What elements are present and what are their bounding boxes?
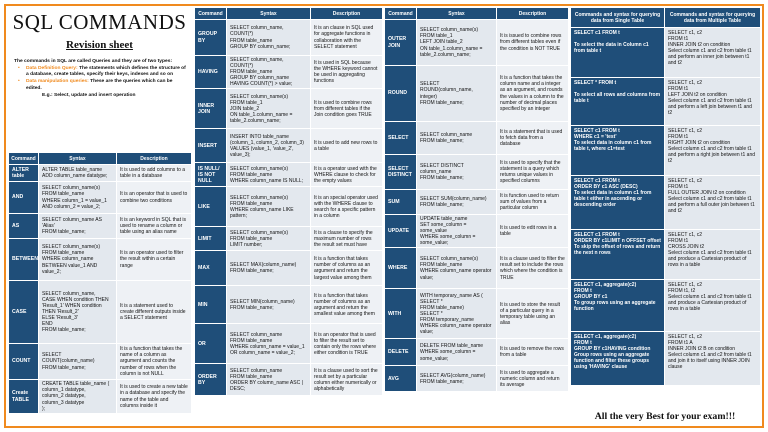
header-description: Description xyxy=(311,8,383,20)
table-row xyxy=(195,324,383,364)
header-command: Command xyxy=(195,8,227,20)
table-row xyxy=(571,332,761,386)
table-row xyxy=(9,165,192,182)
intro-term: Data manipulation queries: xyxy=(26,79,89,85)
table-row xyxy=(195,286,383,324)
description-cell: It is a statement that is used to fetch data from a database xyxy=(497,122,569,155)
command-cell: LIKE xyxy=(195,187,227,227)
table-row xyxy=(571,230,761,280)
description-cell: It is an operator that is used to filter the result set to contain only the rows where either condition is TRUE xyxy=(311,324,383,364)
single-table-query: SELECT * FROM t To select all rows and columns from table t xyxy=(571,78,665,126)
multiple-table-query: SELECT c1, c2 FROM t1 A INNER JOIN t2 B on condition Select column c1 and c2 from table t1 and join it to itself using INNER JOIN clause xyxy=(665,332,761,386)
description-cell: It is used to edit rows in a table xyxy=(497,215,569,248)
description-cell: It is used to add new rows to a table xyxy=(311,129,383,163)
description-cell: It is used to add columns to a table in a database xyxy=(117,165,192,182)
table-row xyxy=(385,190,569,215)
single-table-query: SELECT c1, aggregate(c2) FROM t GROUP BY c1HAVING condition Group rows using an aggregate function and filter these groups using 'HAVING' clause xyxy=(571,332,665,386)
description-cell: It is an operator that is used to combine two conditions xyxy=(117,182,192,214)
command-cell: BETWEEN xyxy=(9,239,39,281)
table-row xyxy=(571,176,761,230)
syntax-cell: SELECT MIN(column_name) FROM table_name; xyxy=(227,286,311,324)
description-cell: It is issued to combine rows from different tables even if the condition is NOT TRUE xyxy=(497,20,569,66)
syntax-cell: SELECT column_name(s) FROM table_name LIMIT number; xyxy=(227,227,311,251)
syntax-cell: SELECT column_name(s) FROM table_name WHERE column_name operator value; xyxy=(417,248,497,289)
table-header-row xyxy=(571,8,761,28)
intro-lead: The commands in SQL are called Queries and they are of two types: xyxy=(14,59,173,64)
query-reference-table xyxy=(570,7,760,386)
command-cell: ROUND xyxy=(385,66,417,122)
intro-term: Data Definition Query: xyxy=(26,65,78,71)
table-row xyxy=(195,129,383,163)
table-row xyxy=(571,126,761,176)
column-1 xyxy=(8,7,191,425)
command-cell: GROUP BY xyxy=(195,20,227,56)
command-cell: AND xyxy=(9,182,39,214)
syntax-cell: SELECT AVG(column_name) FROM table_name; xyxy=(417,366,497,392)
command-cell: Create TABLE xyxy=(9,380,39,414)
description-cell: It is used to create a new table in a database and specify the name of the table and columns inside it xyxy=(117,380,192,414)
command-cell: COUNT xyxy=(9,344,39,380)
description-cell: It is used to remove the rows from a table xyxy=(497,339,569,366)
command-cell: AS xyxy=(9,214,39,239)
description-cell: It is an operator used to filter the result within a certain range xyxy=(117,239,192,281)
table-row xyxy=(9,380,192,414)
table-row xyxy=(385,366,569,392)
command-cell: AVG xyxy=(385,366,417,392)
syntax-cell: SELECT column_name AS 'Alias' FROM table_name; xyxy=(39,214,117,239)
column-3 xyxy=(384,7,568,425)
table-row xyxy=(385,20,569,66)
table-row xyxy=(385,215,569,248)
syntax-cell: SELECT column_name(s) FROM table_name WHERE column_name BETWEEN value_1 AND value_2; xyxy=(39,239,117,281)
table-header-row xyxy=(385,8,569,20)
description-cell: It is a function that takes the column name and a integer as an argument, and rounds the values in a column to the number of decimal places specified by an integer xyxy=(497,66,569,122)
syntax-cell: SELECT column_name(s) FROM table_name WHERE column_name LIKE pattern; xyxy=(227,187,311,227)
syntax-cell: SELECT column_name, COUNT(*) FROM table_name GROUP BY column_name HAVING COUNT(*) > value; xyxy=(227,56,311,89)
table-row xyxy=(195,187,383,227)
table-row xyxy=(9,239,192,281)
command-cell: OUTER JOIN xyxy=(385,20,417,66)
command-cell: IS NULL/ IS NOT NULL xyxy=(195,163,227,187)
command-cell: SELECT xyxy=(385,122,417,155)
table-row xyxy=(195,227,383,251)
table-row xyxy=(195,364,383,396)
command-cell: SELECT DISTINCT xyxy=(385,155,417,190)
header-command: Command xyxy=(9,153,39,165)
syntax-cell: SELECT ROUND(column_name, integer) FROM table_name; xyxy=(417,66,497,122)
description-cell: It is a clause used to filter the result set to include the rows which where the condition is TRUE xyxy=(497,248,569,289)
description-cell: It is used to specify that the statement is a query which returns unique values in specified columns xyxy=(497,155,569,190)
table-row xyxy=(9,214,192,239)
command-cell: CASE xyxy=(9,281,39,344)
table-header-row xyxy=(9,153,192,165)
syntax-cell: INSERT INTO table_name (column_1, column_2, column_3) VALUES (value_1, 'value_2', value_3); xyxy=(227,129,311,163)
header-single-table: Commands and syntax for querying data from Single Table xyxy=(571,8,665,28)
header-command: Command xyxy=(385,8,417,20)
table-row xyxy=(385,66,569,122)
commands-table-2 xyxy=(194,7,382,396)
intro-text xyxy=(8,55,191,152)
table-row xyxy=(385,248,569,289)
syntax-cell: SELECT MAX(column_name) FROM table_name; xyxy=(227,251,311,286)
table-row xyxy=(9,182,192,214)
header-description: Description xyxy=(497,8,569,20)
table-row xyxy=(571,280,761,332)
description-cell: It is a function that takes number of columns as an argument and return the smallest value among them xyxy=(311,286,383,324)
header-syntax: Syntax xyxy=(417,8,497,20)
intro-item-dml xyxy=(16,79,189,92)
description-cell: It is a clause used to sort the result set by a particular column either numerically or alphabetically xyxy=(311,364,383,396)
command-cell: LIMIT xyxy=(195,227,227,251)
multiple-table-query: SELECT c1, c2 FROM t1 RIGHT JOIN t2 on condition Select column c1 and c2 from table t1 and perform a right join between t1 and t2 xyxy=(665,126,761,176)
table-row xyxy=(571,78,761,126)
command-cell: INSERT xyxy=(195,129,227,163)
syntax-cell: SELECT column_name FROM table_name ORDER BY column_name ASC | DESC; xyxy=(227,364,311,396)
table-row xyxy=(385,289,569,339)
column-2 xyxy=(194,7,382,425)
command-cell: SUM xyxy=(385,190,417,215)
command-cell: WHERE xyxy=(385,248,417,289)
multiple-table-query: SELECT c1, c2 FROM t1 CROSS JOIN t2 Select column c1 and c2 from table t1 and produce a Cartesian product of rows in a table xyxy=(665,230,761,280)
description-cell: It is a clause to specify the maximum number of rows the result set must have xyxy=(311,227,383,251)
header-syntax: Syntax xyxy=(39,153,117,165)
table-row xyxy=(385,122,569,155)
table-row xyxy=(195,20,383,56)
description-cell: It is used to store the result of a particular query in a temporary table using an alias xyxy=(497,289,569,339)
command-cell: UPDATE xyxy=(385,215,417,248)
command-cell: WITH xyxy=(385,289,417,339)
syntax-cell: SELECT column_name(s) FROM table_name WHERE column_1 = value_1 AND column_2 = value_2; xyxy=(39,182,117,214)
commands-table-3 xyxy=(384,7,568,392)
header-multiple-table: Commands and syntax for querying data from Multiple Table xyxy=(665,8,761,28)
commands-table-1 xyxy=(8,152,191,414)
description-cell: It is an special operator used with the WHERE clause to search for a specific pattern in a column xyxy=(311,187,383,227)
intro-item-text: The statements which defines the structure of a database, create tables, specify their keys, indexes and so on xyxy=(26,65,186,78)
intro-item-ddl xyxy=(16,66,189,79)
syntax-cell: SELECT column_name, CASE WHEN condition THEN 'Result_1' WHEN condition THEN 'Result_2' ELSE 'Result_3' END FROM table_name; xyxy=(39,281,117,344)
syntax-cell: SELECT column_name, COUNT(*) FROM table_name GROUP BY column_name; xyxy=(227,20,311,56)
syntax-cell: SELECT column_name(s) FROM table_1 LEFT JOIN table_2 ON table_1.column_name = table_2.column_name; xyxy=(417,20,497,66)
description-cell: It is an clause in SQL used for aggregate functions in collaboration with the SELECT statement xyxy=(311,20,383,56)
closing-message: All the very Best for your exam!!! xyxy=(594,411,736,422)
command-cell: DELETE xyxy=(385,339,417,366)
syntax-cell: SELECT DISTINCT column_name FROM table_name; xyxy=(417,155,497,190)
multiple-table-query: SELECT c1, c2 FROM t1, t2 Select column c1 and c2 from table t1 and produce a Cartesian product of rows in a table xyxy=(665,280,761,332)
syntax-cell: SELECT column_name(s) FROM table_1 JOIN table_2 ON table_1.column_name = table_2.column_name; xyxy=(227,89,311,129)
single-table-query: SELECT c1, aggregate(c2) FROM t GROUP BY c1 To group rows using an aggregate function xyxy=(571,280,665,332)
syntax-cell: WITH temporary_name AS ( SELECT * FROM table_name) SELECT * FROM temporary_name WHERE column_name operator value; xyxy=(417,289,497,339)
syntax-cell: SELECT COUNT(column_name) FROM table_name; xyxy=(39,344,117,380)
single-table-query: SELECT c1 FROM t To select the data in Column c1 from table t xyxy=(571,28,665,78)
description-cell: It is an keyword in SQL that is used to rename a column or table using an alias name xyxy=(117,214,192,239)
description-cell: It is a statement used to create different outputs inside a SELECT statement xyxy=(117,281,192,344)
command-cell: ALTER table xyxy=(9,165,39,182)
table-row xyxy=(571,28,761,78)
command-cell: MIN xyxy=(195,286,227,324)
table-row xyxy=(385,339,569,366)
description-cell: It is used to aggregate a numeric column and return its average xyxy=(497,366,569,392)
column-4 xyxy=(570,7,760,425)
syntax-cell: DELETE FROM table_name WHERE some_column = some_value; xyxy=(417,339,497,366)
description-cell: It is a operator used with the WHERE clause to check for the empty values xyxy=(311,163,383,187)
syntax-cell: CREATE TABLE table_name ( column_1 datatype, column_2 datatype, column_3 datatype ); xyxy=(39,380,117,414)
page-title: SQL COMMANDS xyxy=(12,10,187,34)
syntax-cell: SELECT SUM(column_name) FROM table_name; xyxy=(417,190,497,215)
header-syntax: Syntax xyxy=(227,8,311,20)
single-table-query: SELECT c1 FROM t WHERE c1 = 'test' To select data in column c1 from table t, where c1=test xyxy=(571,126,665,176)
table-header-row xyxy=(195,8,383,20)
syntax-cell: SELECT column_name FROM table_name WHERE column_name = value_1 OR column_name = value_2; xyxy=(227,324,311,364)
description-cell: It is used in SQL because the WHERE keyword cannot be used in aggregating functions xyxy=(311,56,383,89)
syntax-cell: SELECT column_name FROM table_name; xyxy=(417,122,497,155)
header-description: Description xyxy=(117,153,192,165)
table-row xyxy=(9,344,192,380)
syntax-cell: SELECT column_name(s) FROM table_name WHERE column_name IS NULL; xyxy=(227,163,311,187)
description-cell: It is a function that takes number of columns as an argument and return the largest value among them xyxy=(311,251,383,286)
command-cell: OR xyxy=(195,324,227,364)
command-cell: MAX xyxy=(195,251,227,286)
command-cell: HAVING xyxy=(195,56,227,89)
table-row xyxy=(385,155,569,190)
description-cell: It is function used to return sum of values from a particular column xyxy=(497,190,569,215)
table-row xyxy=(195,163,383,187)
command-cell: ORDER BY xyxy=(195,364,227,396)
syntax-cell: UPDATE table_name SET some_column = some_value WHERE some_column = some_value; xyxy=(417,215,497,248)
command-cell: INNER JOIN xyxy=(195,89,227,129)
intro-item-text: These are the queries which can be edited. xyxy=(26,79,173,91)
table-row xyxy=(9,281,192,344)
description-cell: It is a function that takes the name of a column as argument and counts the number of rows when the column is not NULL xyxy=(117,344,192,380)
page-subtitle: Revision sheet xyxy=(66,39,133,51)
single-table-query: SELECT c1 FROM t ORDER BY c1 ASC (DESC) To select data in column c1 from table t either in ascending or descending order xyxy=(571,176,665,230)
table-row xyxy=(195,56,383,89)
description-cell: It is used to combine rows from different tables if the Join condition goes TRUE xyxy=(311,89,383,129)
table-row xyxy=(195,251,383,286)
syntax-cell: ALTER TABLE table_name ADD column_name datatype; xyxy=(39,165,117,182)
multiple-table-query: SELECT c1, c2 FROM t1 FULL OUTER JOIN t2 on condition Select column c1 and c2 from table t1 and perform a full outer join between t1 and t2 xyxy=(665,176,761,230)
table-row xyxy=(195,89,383,129)
intro-example: E.g.: Select, update and insert operation xyxy=(42,92,136,98)
multiple-table-query: SELECT c1, c2 FROM t1 LEFT JOIN t2 on condition Select column c1 and c2 from table t1 and perform a left join between t1 and t2 xyxy=(665,78,761,126)
single-table-query: SELECT c1 FROM t ORDER BY c1LIMIT n OFFSET offset To skip the offset of rows and return the next n rows xyxy=(571,230,665,280)
multiple-table-query: SELECT c1, c2 FROM t1 INNER JOIN t2 on condition Select column c1 and c2 from table t1 and perform an inner join between t1 and t2 xyxy=(665,28,761,78)
